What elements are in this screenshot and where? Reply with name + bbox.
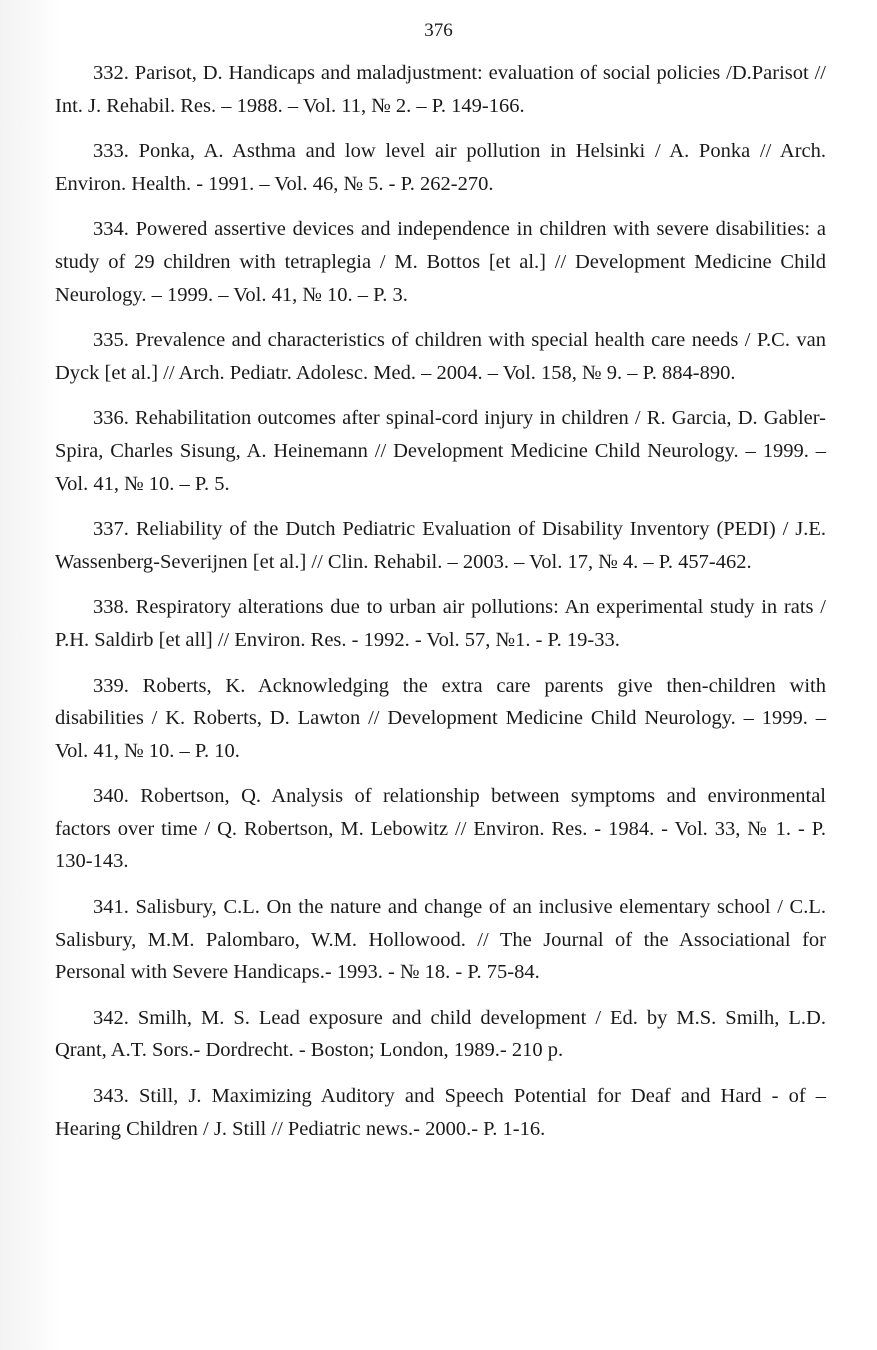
scan-margin-shadow xyxy=(0,0,62,1350)
reference-335: 335. Prevalence and characteristics of children with special health care needs / P.C. van Dyck [et al.] // Arch. Pediatr. Adolesc. Med. – 2004. – Vol. 158, № 9. – P. 884-890. xyxy=(55,329,826,384)
reference-334: 334. Powered assertive devices and independence in children with severe disabilities: a study of 29 children with tetraplegia / M. Bottos [et al.] // Development Medicine Child Neurology. – 1999. – Vol. 41, № 10. – P. 3. xyxy=(55,218,826,306)
reference-333: 333. Ponka, A. Asthma and low level air pollution in Helsinki / A. Ponka // Arch. Environ. Health. - 1991. – Vol. 46, № 5. - P. 262-270. xyxy=(55,140,826,195)
page-number: 376 xyxy=(424,20,453,41)
reference-332: 332. Parisot, D. Handicaps and maladjustment: evaluation of social policies /D.Parisot // Int. J. Rehabil. Res. – 1988. – Vol. 11, № 2. – P. 149-166. xyxy=(55,62,826,117)
reference-337: 337. Reliability of the Dutch Pediatric Evaluation of Disability Inventory (PEDI) / J.E. Wassenberg-Severijnen [et al.] // Clin. Rehabil. – 2003. – Vol. 17, № 4. – P. 457-462. xyxy=(55,518,826,573)
reference-338: 338. Respiratory alterations due to urban air pollutions: An experimental study in rats / P.H. Saldirb [et all] // Environ. Res. - 1992. - Vol. 57, №1. - P. 19-33. xyxy=(55,596,826,651)
reference-list xyxy=(55,57,826,1158)
reference-339: 339. Roberts, K. Acknowledging the extra care parents give then-children with disabilities / K. Roberts, D. Lawton // Development Medicine Child Neurology. – 1999. – Vol. 41, № 10. – P. 10. xyxy=(55,674,826,762)
reference-343: 343. Still, J. Maximizing Auditory and Speech Potential for Deaf and Hard - of – Hearing Children / J. Still // Pediatric news.- 2000.- P. 1-16. xyxy=(55,1085,826,1140)
reference-342: 342. Smilh, M. S. Lead exposure and child development / Ed. by M.S. Smilh, L.D. Qrant, A.T. Sors.- Dordrecht. - Boston; London, 1989.- 210 p. xyxy=(55,1006,826,1062)
reference-341: 341. Salisbury, C.L. On the nature and change of an inclusive elementary school / C.L. Salisbury, M.M. Palombaro, W.M. Hollowood. // The Journal of the Associational for Personal with Severe Handicaps.- 1993. - № 18. - P. 75-84. xyxy=(55,896,826,984)
reference-340: 340. Robertson, Q. Analysis of relationship between symptoms and environmental factors over time / Q. Robertson, M. Lebowitz // Environ. Res. - 1984. - Vol. 33, № 1. - P. 130-143. xyxy=(55,785,826,873)
reference-336: 336. Rehabilitation outcomes after spinal-cord injury in children / R. Garcia, D. Gabler- Spira, Charles Sisung, A. Heinemann // Development Medicine Child Neurology. – 1999. – Vol. 41, № 10. – P. 5. xyxy=(55,407,826,495)
